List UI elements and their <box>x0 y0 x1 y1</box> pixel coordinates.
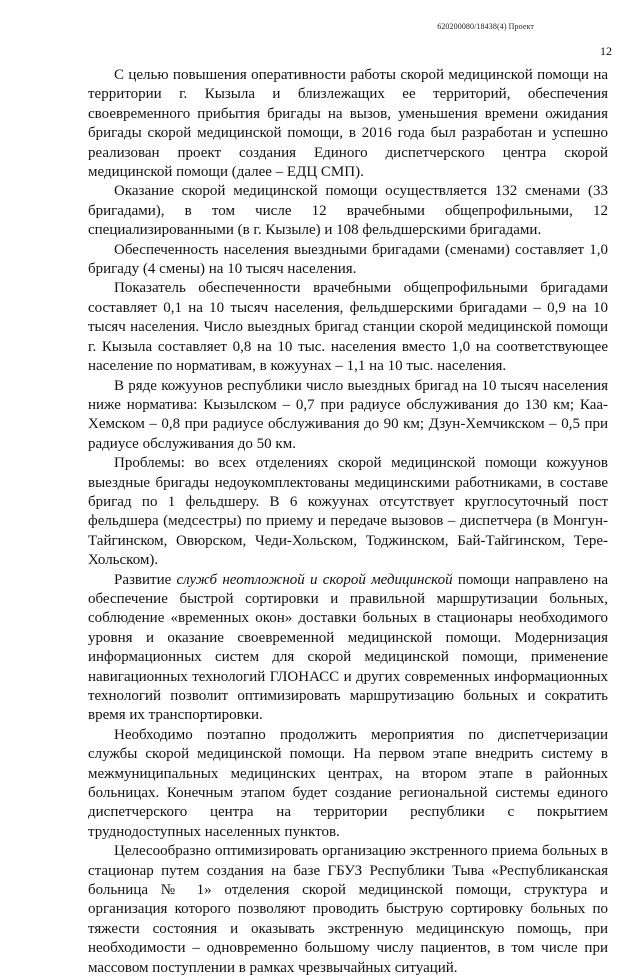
paragraph-9: Целесообразно оптимизировать организацию экстренного приема больных в стационар путем создания на базе ГБУЗ Республики Тыва «Республиканская больница № 1» отделения скорой медицинской помощи, структура и организация которого позволяют проводить быструю сортировку больных по тяжести состояния и оказывать экстренную медицинскую помощь, при необходимости – одновременно большому числу пациентов, в том числе при массовом поступлении в рамках чрезвычайных ситуаций. <box>88 843 608 976</box>
paragraph-2: Оказание скорой медицинской помощи осуществляется 132 сменами (33 бригадами), в том числе 12 врачебными общепрофильными, 12 специализированными (в г. Кызыле) и 108 фельдшерскими бригадами. <box>88 183 608 239</box>
document-code: 620200080/18438(4) Проект <box>437 22 534 31</box>
paragraph-6: Проблемы: во всех отделениях скорой медицинской помощи кожуунов выездные бригады недоукомплектованы медицинскими работниками, в составе бригад по 1 фельдшеру. В 6 кожуунах отсутствует круглосуточный пост фельдшера (медсестры) по приему и передаче вызовов – диспетчера (в Монгун-Тайгинском, Овюрском, Чеди-Хольском, Тоджинском, Бай-Тайгинском, Тере-Хольском). <box>88 455 608 569</box>
paragraph-7 <box>88 571 608 726</box>
paragraph-4: Показатель обеспеченности врачебными общепрофильными бригадами составляет 0,1 на 10 тысяч населения, фельдшерскими бригадами – 0,9 на 10 тысяч населения. Число выездных бригад станции скорой медицинской помощи г. Кызыла составляет 0,8 на 10 тыс. населения вместо 1,0 на соответствующее население по нормативам, в кожуунах – 1,1 на 10 тыс. населения. <box>88 280 608 375</box>
paragraph-5: В ряде кожуунов республики число выездных бригад на 10 тысяч населения ниже норматива: Кызылском – 0,7 при радиусе обслуживания до 130 км; Каа-Хемском – 0,8 при радиусе обслуживания до 90 км; Дзун-Хемчикском – 0,5 при радиусе обслуживания до 50 км. <box>88 377 608 452</box>
document-body <box>88 66 608 978</box>
paragraph-7-italic: служб неотложной и скорой медицинской <box>176 571 453 588</box>
paragraph-7-start: Развитие <box>114 571 177 588</box>
paragraph-1: С целью повышения оперативности работы скорой медицинской помощи на территории г. Кызыла и близлежащих ее территорий, обеспечения своевременного прибытия бригады на вызов, уменьшения времени ожидания бригады скорой медицинской помощи, в 2016 года был разработан и успешно реализован проект создания Единого диспетчерского центра скорой медицинской помощи (далее – ЕДЦ СМП). <box>88 67 608 181</box>
paragraph-7-end: помощи направлено на обеспечение быстрой сортировки и правильной маршрутизации больных, соблюдение «временных окон» доставки больных в стационары необходимого уровня и оказание своевременной медицинской помощи. Модернизация информационных систем для скорой медицинской помощи, применение навигационных технологий ГЛОНАСС и других современных информационных технологий позволит оптимизировать маршрутизацию больных и сократить время их транспортировки. <box>88 571 609 724</box>
paragraph-3: Обеспеченность населения выездными бригадами (сменами) составляет 1,0 бригаду (4 смены) на 10 тысяч населения. <box>88 241 608 278</box>
page-number: 12 <box>600 44 612 58</box>
paragraph-8: Необходимо поэтапно продолжить мероприятия по диспетчеризации службы скорой медицинской помощи. На первом этапе внедрить систему в межмуниципальных медицинских центрах, на втором этапе в районных больницах. Конечным этапом будет создание региональной системы единого диспетчерского центра на территории республики с покрытием труднодоступных населенных пунктов. <box>88 726 608 840</box>
